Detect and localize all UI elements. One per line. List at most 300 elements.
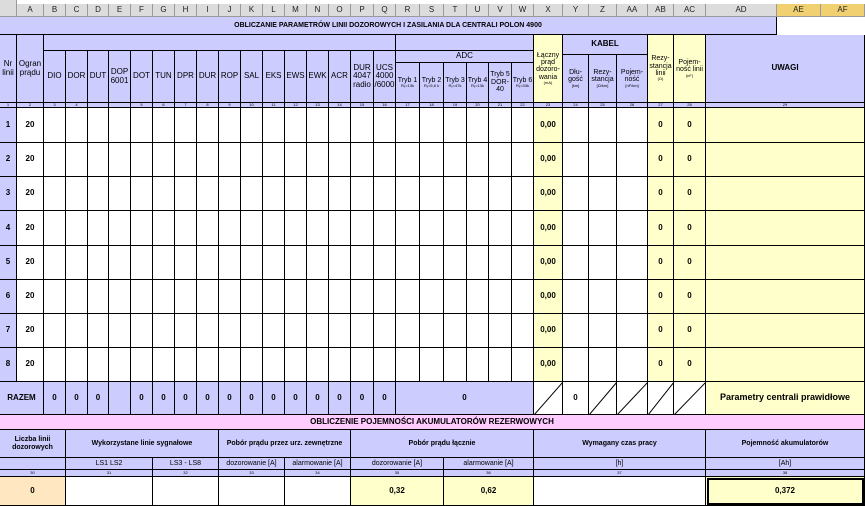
uwagi-cell[interactable]	[706, 314, 865, 348]
input-cell[interactable]	[396, 314, 420, 348]
input-cell[interactable]	[153, 280, 175, 314]
select-all-corner[interactable]	[0, 0, 17, 17]
input-cell[interactable]	[88, 314, 109, 348]
input-cell[interactable]	[88, 211, 109, 246]
input-cell[interactable]	[512, 314, 534, 348]
input-cell[interactable]	[420, 348, 444, 382]
header-nr-linii: Nr linii	[0, 35, 17, 103]
input-cell[interactable]	[489, 280, 512, 314]
uwagi-cell[interactable]	[706, 246, 865, 280]
input-cell[interactable]	[131, 348, 153, 382]
input-cell[interactable]	[197, 246, 219, 280]
input-cell[interactable]	[396, 108, 420, 143]
column-header-af[interactable]: AF	[821, 4, 865, 17]
input-cell[interactable]	[307, 348, 329, 382]
input-cell[interactable]	[153, 108, 175, 143]
input-cell[interactable]	[351, 246, 374, 280]
input-cell[interactable]	[512, 177, 534, 211]
bat-index: 36	[444, 470, 534, 477]
input-cell[interactable]	[617, 314, 648, 348]
index-cell: 15	[351, 103, 374, 108]
input-cell[interactable]	[219, 143, 241, 177]
input-cell[interactable]	[329, 211, 351, 246]
input-cell[interactable]	[467, 246, 489, 280]
bat-index: 33	[219, 470, 285, 477]
tryb-label: Tryb 3	[445, 76, 465, 84]
input-cell[interactable]	[374, 143, 396, 177]
input-cell[interactable]	[329, 348, 351, 382]
input-cell[interactable]	[489, 143, 512, 177]
input-cell[interactable]	[263, 348, 285, 382]
input-cell[interactable]	[512, 211, 534, 246]
header-adc-top	[396, 35, 534, 51]
header-dlugosc	[563, 55, 589, 103]
ograniczenie-value[interactable]: 20	[17, 280, 44, 314]
input-cell[interactable]	[219, 211, 241, 246]
column-header-c[interactable]: C	[66, 4, 88, 17]
input-cell[interactable]	[444, 280, 467, 314]
input-cell[interactable]	[241, 314, 263, 348]
input-cell[interactable]	[175, 143, 197, 177]
input-cell[interactable]	[175, 211, 197, 246]
input-cell[interactable]	[175, 246, 197, 280]
uwagi-cell[interactable]	[706, 280, 865, 314]
input-cell[interactable]	[467, 177, 489, 211]
input-cell[interactable]	[88, 177, 109, 211]
input-cell[interactable]	[351, 314, 374, 348]
input-cell[interactable]	[512, 143, 534, 177]
input-cell[interactable]	[285, 314, 307, 348]
input-cell[interactable]	[444, 108, 467, 143]
index-cell: 21	[489, 103, 512, 108]
bat-input-czas[interactable]	[534, 477, 706, 506]
input-cell[interactable]	[329, 314, 351, 348]
header-kabel: KABEL	[563, 35, 648, 55]
input-cell[interactable]	[44, 246, 66, 280]
input-cell[interactable]	[153, 143, 175, 177]
input-cell[interactable]	[241, 211, 263, 246]
header-device-ucs-4000-6000: UCS 4000 /6000	[374, 51, 396, 103]
input-cell[interactable]	[563, 348, 589, 382]
input-cell[interactable]	[329, 177, 351, 211]
input-cell[interactable]	[307, 211, 329, 246]
column-header-y[interactable]: Y	[563, 4, 589, 17]
input-cell[interactable]	[489, 246, 512, 280]
input-cell[interactable]	[66, 211, 88, 246]
input-cell[interactable]	[489, 177, 512, 211]
column-header-k[interactable]: K	[241, 4, 263, 17]
input-cell[interactable]	[241, 177, 263, 211]
input-cell[interactable]	[131, 143, 153, 177]
input-cell[interactable]	[153, 177, 175, 211]
input-cell[interactable]	[88, 246, 109, 280]
index-cell: 4	[66, 103, 88, 108]
input-cell[interactable]	[88, 108, 109, 143]
input-cell[interactable]	[44, 314, 66, 348]
input-cell[interactable]	[444, 246, 467, 280]
input-cell[interactable]	[512, 348, 534, 382]
input-cell[interactable]	[109, 143, 131, 177]
column-header-ad[interactable]: AD	[706, 4, 777, 17]
input-cell[interactable]	[467, 348, 489, 382]
input-cell[interactable]	[175, 177, 197, 211]
input-cell[interactable]	[66, 143, 88, 177]
input-cell[interactable]	[175, 280, 197, 314]
ograniczenie-value[interactable]: 20	[17, 314, 44, 348]
input-cell[interactable]	[589, 108, 617, 143]
input-cell[interactable]	[563, 177, 589, 211]
input-cell[interactable]	[219, 177, 241, 211]
input-cell[interactable]	[66, 314, 88, 348]
input-cell[interactable]	[109, 280, 131, 314]
input-cell[interactable]	[197, 143, 219, 177]
input-cell[interactable]	[131, 108, 153, 143]
input-cell[interactable]	[396, 246, 420, 280]
input-cell[interactable]	[467, 143, 489, 177]
input-cell[interactable]	[467, 211, 489, 246]
input-cell[interactable]	[197, 314, 219, 348]
column-header-g[interactable]: G	[153, 4, 175, 17]
input-cell[interactable]	[197, 280, 219, 314]
input-cell[interactable]	[420, 211, 444, 246]
input-cell[interactable]	[351, 280, 374, 314]
column-header-ac[interactable]: AC	[674, 4, 706, 17]
input-cell[interactable]	[219, 108, 241, 143]
input-cell[interactable]	[285, 246, 307, 280]
input-cell[interactable]	[444, 348, 467, 382]
input-cell[interactable]	[109, 314, 131, 348]
header-device-ews: EWS	[285, 51, 307, 103]
input-cell[interactable]	[420, 314, 444, 348]
input-cell[interactable]	[66, 348, 88, 382]
input-cell[interactable]	[131, 314, 153, 348]
input-cell[interactable]	[374, 108, 396, 143]
column-header-r[interactable]: R	[396, 4, 420, 17]
bat-czas: Wymagany czas pracy	[534, 430, 706, 458]
column-header-n[interactable]: N	[307, 4, 329, 17]
input-cell[interactable]	[219, 246, 241, 280]
column-header-z[interactable]: Z	[589, 4, 617, 17]
input-cell[interactable]	[420, 108, 444, 143]
input-cell[interactable]	[241, 348, 263, 382]
input-cell[interactable]	[219, 348, 241, 382]
input-cell[interactable]	[444, 211, 467, 246]
tryb-label: Tryb 4	[467, 76, 488, 84]
input-cell[interactable]	[175, 348, 197, 382]
laczny-value: 0,00	[534, 211, 563, 246]
input-cell[interactable]	[241, 246, 263, 280]
input-cell[interactable]	[66, 246, 88, 280]
column-header-e[interactable]: E	[109, 4, 131, 17]
ograniczenie-value[interactable]: 20	[17, 143, 44, 177]
input-cell[interactable]	[307, 143, 329, 177]
uwagi-cell[interactable]	[706, 348, 865, 382]
input-cell[interactable]	[444, 143, 467, 177]
input-cell[interactable]	[131, 246, 153, 280]
input-cell[interactable]	[351, 211, 374, 246]
row-nr: 2	[0, 143, 17, 177]
column-header-l[interactable]: L	[263, 4, 285, 17]
razem-value	[109, 382, 131, 415]
input-cell[interactable]	[44, 177, 66, 211]
input-cell[interactable]	[109, 348, 131, 382]
column-header-f[interactable]: F	[131, 4, 153, 17]
input-cell[interactable]	[589, 211, 617, 246]
input-cell[interactable]	[153, 314, 175, 348]
column-header-d[interactable]: D	[88, 4, 109, 17]
input-cell[interactable]	[396, 280, 420, 314]
input-cell[interactable]	[563, 143, 589, 177]
input-cell[interactable]	[589, 314, 617, 348]
input-cell[interactable]	[489, 348, 512, 382]
column-header-m[interactable]: M	[285, 4, 307, 17]
uwagi-cell[interactable]	[706, 177, 865, 211]
header-ograniczenie: Ogran prądu	[17, 35, 44, 103]
header-tryb-1	[396, 63, 420, 103]
poj-linii-value: 0	[674, 348, 706, 382]
input-cell[interactable]	[467, 108, 489, 143]
input-cell[interactable]	[285, 108, 307, 143]
input-cell[interactable]	[589, 143, 617, 177]
column-header-w[interactable]: W	[512, 4, 534, 17]
input-cell[interactable]	[351, 177, 374, 211]
column-header-q[interactable]: Q	[374, 4, 396, 17]
input-cell[interactable]	[44, 348, 66, 382]
input-cell[interactable]	[44, 280, 66, 314]
razem-value: 0	[307, 382, 329, 415]
input-cell[interactable]	[153, 246, 175, 280]
rez-linii-value: 0	[648, 143, 674, 177]
input-cell[interactable]	[263, 177, 285, 211]
input-cell[interactable]	[285, 211, 307, 246]
input-cell[interactable]	[88, 348, 109, 382]
bat-input-doz-zewn[interactable]	[219, 477, 285, 506]
column-header-o[interactable]: O	[329, 4, 351, 17]
bat-czas-unit: [h]	[534, 458, 706, 470]
input-cell[interactable]	[197, 211, 219, 246]
index-cell: 1	[0, 103, 17, 108]
input-cell[interactable]	[263, 246, 285, 280]
input-cell[interactable]	[263, 108, 285, 143]
input-cell[interactable]	[66, 280, 88, 314]
ograniczenie-value[interactable]: 20	[17, 211, 44, 246]
column-header-a[interactable]: A	[17, 4, 44, 17]
ograniczenie-value[interactable]: 20	[17, 177, 44, 211]
input-cell[interactable]	[329, 143, 351, 177]
input-cell[interactable]	[420, 280, 444, 314]
laczny-value: 0,00	[534, 246, 563, 280]
input-cell[interactable]	[589, 280, 617, 314]
input-cell[interactable]	[374, 348, 396, 382]
input-cell[interactable]	[263, 211, 285, 246]
input-cell[interactable]	[241, 143, 263, 177]
input-cell[interactable]	[396, 177, 420, 211]
input-cell[interactable]	[285, 280, 307, 314]
header-tryb-2	[420, 63, 444, 103]
input-cell[interactable]	[467, 314, 489, 348]
tryb-label: Tryb 1	[397, 76, 418, 84]
column-header-ab[interactable]: AB	[648, 4, 674, 17]
input-cell[interactable]	[131, 177, 153, 211]
input-cell[interactable]	[197, 348, 219, 382]
input-cell[interactable]	[263, 314, 285, 348]
input-cell[interactable]	[489, 108, 512, 143]
bat-sub	[0, 458, 66, 470]
input-cell[interactable]	[307, 177, 329, 211]
input-cell[interactable]	[109, 108, 131, 143]
input-cell[interactable]	[617, 143, 648, 177]
input-cell[interactable]	[197, 177, 219, 211]
header-tryb-5	[489, 63, 512, 103]
index-cell: 8	[197, 103, 219, 108]
rez-linii-unit: (Ω)	[657, 76, 664, 82]
input-cell[interactable]	[351, 348, 374, 382]
input-cell[interactable]	[263, 143, 285, 177]
input-cell[interactable]	[374, 177, 396, 211]
input-cell[interactable]	[285, 143, 307, 177]
row-nr: 1	[0, 108, 17, 143]
input-cell[interactable]	[444, 177, 467, 211]
input-cell[interactable]	[563, 246, 589, 280]
header-adc: ADC	[396, 51, 534, 63]
bat-val-liczba: 0	[0, 477, 66, 506]
input-cell[interactable]	[617, 280, 648, 314]
input-cell[interactable]	[66, 108, 88, 143]
input-cell[interactable]	[617, 348, 648, 382]
input-cell[interactable]	[512, 246, 534, 280]
input-cell[interactable]	[396, 348, 420, 382]
input-cell[interactable]	[489, 211, 512, 246]
input-cell[interactable]	[617, 211, 648, 246]
input-cell[interactable]	[131, 211, 153, 246]
input-cell[interactable]	[329, 246, 351, 280]
input-cell[interactable]	[489, 314, 512, 348]
uwagi-cell[interactable]	[706, 143, 865, 177]
header-rez-linii	[648, 35, 674, 103]
input-cell[interactable]	[109, 246, 131, 280]
column-header-b[interactable]: B	[44, 4, 66, 17]
input-cell[interactable]	[512, 280, 534, 314]
input-cell[interactable]	[329, 280, 351, 314]
input-cell[interactable]	[307, 108, 329, 143]
input-cell[interactable]	[241, 280, 263, 314]
input-cell[interactable]	[219, 314, 241, 348]
ograniczenie-value[interactable]: 20	[17, 108, 44, 143]
column-header-ae[interactable]: AE	[777, 4, 821, 17]
input-cell[interactable]	[44, 211, 66, 246]
input-cell[interactable]	[307, 314, 329, 348]
input-cell[interactable]	[351, 143, 374, 177]
input-cell[interactable]	[88, 143, 109, 177]
input-cell[interactable]	[44, 143, 66, 177]
laczny-value: 0,00	[534, 177, 563, 211]
input-cell[interactable]	[396, 211, 420, 246]
input-cell[interactable]	[563, 280, 589, 314]
poj-linii-unit: (nF)	[685, 72, 694, 78]
input-cell[interactable]	[512, 108, 534, 143]
input-cell[interactable]	[420, 143, 444, 177]
input-cell[interactable]	[563, 211, 589, 246]
column-header-u[interactable]: U	[467, 4, 489, 17]
input-cell[interactable]	[374, 280, 396, 314]
input-cell[interactable]	[285, 348, 307, 382]
input-cell[interactable]	[589, 246, 617, 280]
input-cell[interactable]	[219, 280, 241, 314]
input-cell[interactable]	[374, 314, 396, 348]
input-cell[interactable]	[109, 211, 131, 246]
input-cell[interactable]	[374, 246, 396, 280]
laczny-value: 0,00	[534, 314, 563, 348]
column-header-i[interactable]: I	[197, 4, 219, 17]
input-cell[interactable]	[109, 177, 131, 211]
column-header-j[interactable]: J	[219, 4, 241, 17]
laczny-value: 0,00	[534, 143, 563, 177]
input-cell[interactable]	[175, 108, 197, 143]
uwagi-cell[interactable]	[706, 108, 865, 143]
input-cell[interactable]	[351, 108, 374, 143]
input-cell[interactable]	[197, 108, 219, 143]
input-cell[interactable]	[66, 177, 88, 211]
bat-pobor-lacznie: Pobór prądu łącznie	[351, 430, 534, 458]
tryb-label: Tryb 5 DOR-40	[490, 71, 510, 94]
input-cell[interactable]	[589, 177, 617, 211]
column-header-x[interactable]: X	[534, 4, 563, 17]
input-cell[interactable]	[617, 246, 648, 280]
input-cell[interactable]	[467, 280, 489, 314]
column-header-t[interactable]: T	[444, 4, 467, 17]
input-cell[interactable]	[563, 314, 589, 348]
uwagi-cell[interactable]	[706, 211, 865, 246]
input-cell[interactable]	[617, 177, 648, 211]
bat-alarm-lacznie: alarmowanie [A]	[444, 458, 534, 470]
bat-input-ls1[interactable]	[66, 477, 153, 506]
index-cell: 10	[241, 103, 263, 108]
column-header-v[interactable]: V	[489, 4, 512, 17]
column-header-aa[interactable]: AA	[617, 4, 648, 17]
ograniczenie-value[interactable]: 20	[17, 246, 44, 280]
input-cell[interactable]	[263, 280, 285, 314]
razem-value: 0	[44, 382, 66, 415]
input-cell[interactable]	[396, 143, 420, 177]
bat-input-ls3[interactable]	[153, 477, 219, 506]
bat-alarm-zewn: alarmowanie [A]	[285, 458, 351, 470]
column-header-h[interactable]: H	[175, 4, 197, 17]
input-cell[interactable]	[307, 246, 329, 280]
input-cell[interactable]	[153, 348, 175, 382]
input-cell[interactable]	[617, 108, 648, 143]
bat-input-alarm-zewn[interactable]	[285, 477, 351, 506]
input-cell[interactable]	[175, 314, 197, 348]
column-header-p[interactable]: P	[351, 4, 374, 17]
ograniczenie-value[interactable]: 20	[17, 348, 44, 382]
column-header-s[interactable]: S	[420, 4, 444, 17]
input-cell[interactable]	[44, 108, 66, 143]
input-cell[interactable]	[563, 108, 589, 143]
input-cell[interactable]	[420, 246, 444, 280]
razem-value: 0	[197, 382, 219, 415]
input-cell[interactable]	[589, 348, 617, 382]
input-cell[interactable]	[374, 211, 396, 246]
input-cell[interactable]	[241, 108, 263, 143]
input-cell[interactable]	[420, 177, 444, 211]
input-cell[interactable]	[307, 280, 329, 314]
input-cell[interactable]	[444, 314, 467, 348]
input-cell[interactable]	[285, 177, 307, 211]
input-cell[interactable]	[153, 211, 175, 246]
input-cell[interactable]	[329, 108, 351, 143]
input-cell[interactable]	[131, 280, 153, 314]
input-cell[interactable]	[88, 280, 109, 314]
